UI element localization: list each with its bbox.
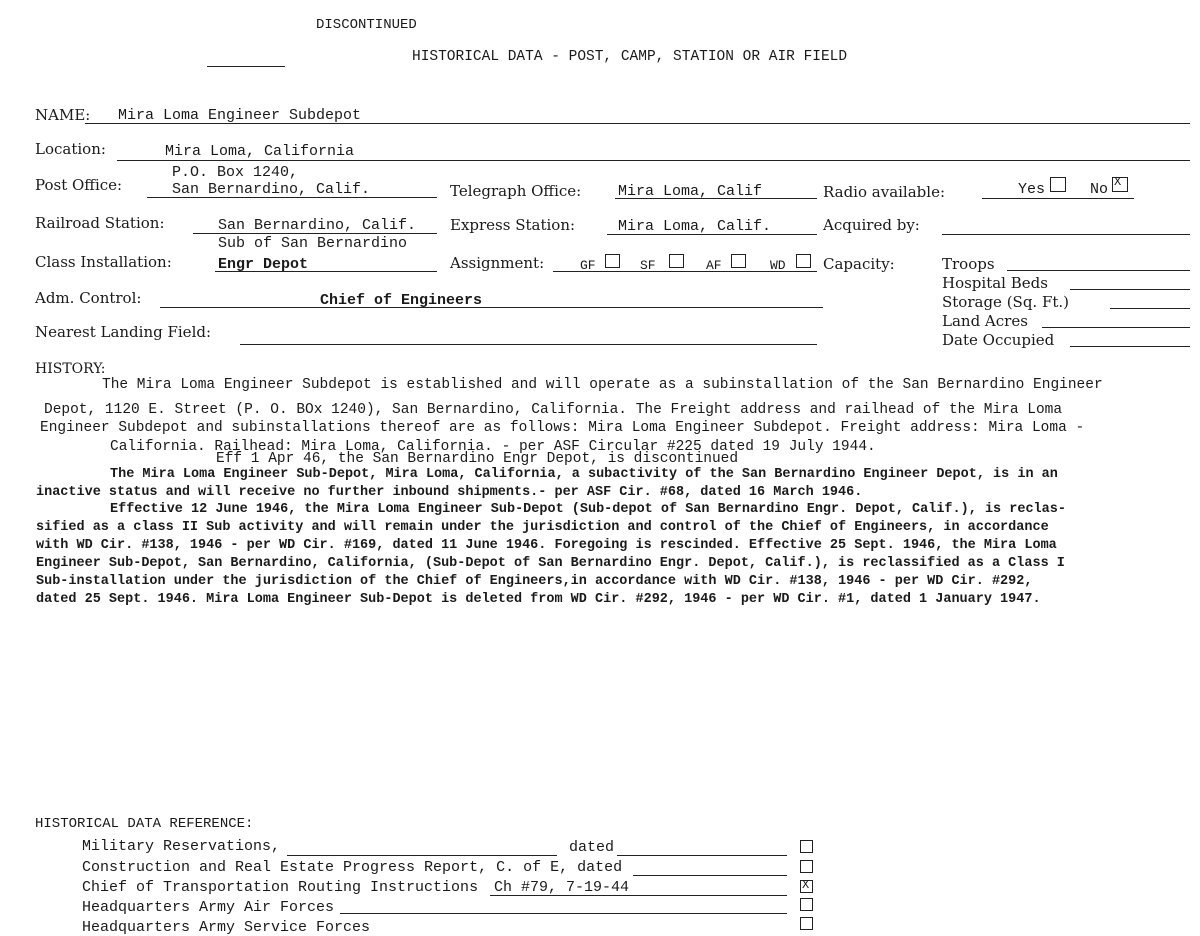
class-note: Sub of San Bernardino: [218, 235, 408, 252]
radio-label: Radio available:: [823, 183, 946, 201]
storage-label: Storage (Sq. Ft.): [942, 293, 1070, 311]
express-label: Express Station:: [450, 216, 576, 234]
land-acres-label: Land Acres: [942, 312, 1028, 330]
capacity-label: Capacity:: [823, 255, 895, 273]
land-acres-rule: [1042, 327, 1190, 328]
reference-item-value: Ch #79, 7-19-44: [494, 879, 630, 896]
landing-field-rule: [240, 344, 817, 345]
acquired-rule: [942, 234, 1190, 235]
assign-af-label: AF: [706, 258, 722, 273]
reference-item-suffix: dated: [569, 839, 615, 856]
reference-item-label: Headquarters Army Air Forces: [82, 899, 335, 916]
storage-rule: [1110, 308, 1190, 309]
reference-checkbox[interactable]: [800, 840, 813, 853]
post-office-line1: P.O. Box 1240,: [172, 164, 299, 181]
post-office-label: Post Office:: [35, 176, 123, 194]
class-value: Engr Depot: [218, 256, 309, 273]
post-office-line2: San Bernardino, Calif.: [172, 181, 371, 198]
discontinued-stamp: DISCONTINUED: [316, 17, 417, 33]
radio-rule: [982, 198, 1134, 199]
date-occupied-rule: [1070, 346, 1190, 347]
hospital-beds-label: Hospital Beds: [942, 274, 1048, 292]
history-line: inactive status and will receive no further inbound shipments.- per ASF Cir. #68, dated 16 March 1946.: [36, 485, 863, 500]
history-line: California. Railhead: Mira Loma, California. - per ASF Circular #225 dated 19 July 1944.: [110, 439, 876, 455]
assign-wd-label: WD: [770, 258, 786, 273]
radio-no-label: No: [1090, 181, 1109, 198]
reference-checkbox[interactable]: [800, 880, 813, 893]
troops-rule: [1007, 270, 1190, 271]
telegraph-rule: [615, 198, 817, 199]
history-line: sified as a class II Sub activity and will remain under the jurisdiction and control of the Chief of Engineers, in accordance: [36, 520, 1049, 535]
reference-item-rule: [287, 855, 557, 856]
assign-gf-checkbox[interactable]: [605, 254, 620, 268]
express-rule: [607, 234, 817, 235]
reference-item-rule: [617, 855, 787, 856]
name-value: Mira Loma Engineer Subdepot: [118, 107, 362, 124]
reference-item-label: Chief of Transportation Routing Instructions: [82, 879, 479, 896]
telegraph-value: Mira Loma, Calif: [618, 183, 763, 200]
history-line: Eff 1 Apr 46, the San Bernardino Engr Depot, is discontinued: [216, 451, 739, 467]
adm-control-rule: [160, 307, 823, 308]
history-label: HISTORY:: [35, 361, 106, 377]
history-line: Sub-installation under the jurisdiction of the Chief of Engineers,in accordance with WD Cir. #138, 1946 - per WD Cir. #292,: [36, 574, 1033, 589]
name-rule: [85, 123, 1190, 124]
adm-control-label: Adm. Control:: [35, 289, 142, 307]
assign-sf-label: SF: [640, 258, 656, 273]
assignment-label: Assignment:: [450, 254, 545, 272]
class-label: Class Installation:: [35, 253, 172, 271]
reference-item-label: Headquarters Army Service Forces: [82, 919, 371, 936]
header-rule: [207, 66, 285, 67]
location-value: Mira Loma, California: [165, 143, 355, 160]
history-line: Engineer Subdepot and subinstallations thereof are as follows: Mira Loma Engineer Subdepot. Freight address: Mira Loma -: [40, 420, 1085, 436]
location-rule: [117, 160, 1190, 161]
history-line: with WD Cir. #138, 1946 - per WD Cir. #169, dated 11 June 1946. Foregoing is rescinded. Effective 25 Sept. 1946, the Mira Loma: [36, 538, 1057, 553]
reference-item-rule: [490, 895, 787, 896]
name-label: NAME:: [35, 106, 91, 124]
history-line: Depot, 1120 E. Street (P. O. BOx 1240), San Bernardino, California. The Freight address and railhead of the Mira Loma: [44, 402, 1063, 418]
radio-no-checkbox[interactable]: [1112, 177, 1128, 192]
reference-checkbox[interactable]: [800, 860, 813, 873]
railroad-value: San Bernardino, Calif.: [218, 217, 417, 234]
assign-wd-checkbox[interactable]: [796, 254, 811, 268]
history-line: dated 25 Sept. 1946. Mira Loma Engineer Sub-Depot is deleted from WD Cir. #292, 1946 - per WD Cir. #1, dated 1 January 1947.: [36, 592, 1041, 607]
assign-gf-label: GF: [580, 258, 596, 273]
reference-item-label: Construction and Real Estate Progress Report, C. of E, dated: [82, 859, 623, 876]
express-value: Mira Loma, Calif.: [618, 218, 772, 235]
history-line: The Mira Loma Engineer Sub-Depot, Mira Loma, California, a subactivity of the San Bernardino Engineer Depot, is in an: [110, 467, 1058, 482]
hospital-beds-rule: [1070, 289, 1190, 290]
landing-field-label: Nearest Landing Field:: [35, 323, 212, 341]
troops-label: Troops: [942, 255, 995, 273]
acquired-label: Acquired by:: [823, 216, 920, 234]
radio-yes-label: Yes: [1018, 181, 1046, 198]
reference-item-rule: [633, 875, 787, 876]
history-line: Engineer Sub-Depot, San Bernardino, California, (Sub-Depot of San Bernardino Engr. Depot, Calif.), is reclassified as a Class I: [36, 556, 1065, 571]
date-occupied-label: Date Occupied: [942, 331, 1055, 349]
reference-item-label: Military Reservations,: [82, 838, 281, 855]
location-label: Location:: [35, 140, 106, 158]
page-title: HISTORICAL DATA - POST, CAMP, STATION OR AIR FIELD: [412, 49, 848, 65]
post-office-rule: [147, 197, 437, 198]
history-line: The Mira Loma Engineer Subdepot is established and will operate as a subinstallation of the San Bernardino Engineer: [102, 377, 1103, 393]
reference-section-label: HISTORICAL DATA REFERENCE:: [35, 816, 254, 832]
reference-checkbox[interactable]: [800, 898, 813, 911]
class-rule: [215, 271, 437, 272]
telegraph-label: Telegraph Office:: [450, 182, 582, 200]
reference-checkbox[interactable]: [800, 917, 813, 930]
railroad-label: Railroad Station:: [35, 214, 165, 232]
history-line: Effective 12 June 1946, the Mira Loma Engineer Sub-Depot (Sub-depot of San Bernardino Engr. Depot, Calif.), is reclas-: [110, 502, 1066, 517]
radio-yes-checkbox[interactable]: [1050, 177, 1066, 192]
assign-sf-checkbox[interactable]: [669, 254, 684, 268]
reference-item-rule: [340, 913, 787, 914]
railroad-rule: [193, 233, 437, 234]
assign-af-checkbox[interactable]: [731, 254, 746, 268]
adm-control-value: Chief of Engineers: [320, 292, 483, 309]
